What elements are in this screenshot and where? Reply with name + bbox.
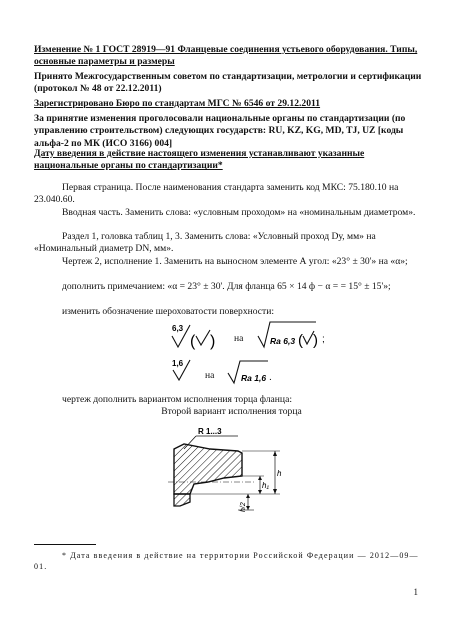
roughness-new-value-2: Ra 1,6 bbox=[241, 373, 267, 383]
effective-date-statement: Дату введения в действие настоящего изменения устанавливают указанные национальные органы по стандартизации* bbox=[34, 148, 365, 172]
page-number: 1 bbox=[413, 587, 418, 597]
adopted-statement: Принято Межгосударственным советом по стандартизации, метрологии и сертификации (протокол № 48 от 22.12.2011) bbox=[34, 71, 422, 95]
svg-text:.: . bbox=[269, 372, 272, 383]
paragraph-drawing-2: Чертеж 2, исполнение 1. Заменить на выносном элементе А угол: «23° ± 30'» на «α»; bbox=[62, 256, 408, 267]
radius-label: R 1...3 bbox=[198, 427, 222, 436]
voting-statement: За принятие изменения проголосовали национальные органы по стандартизации (по управлению строительством) следующих государств: RU, KZ, KG, MD, TJ, UZ [коды альфа-2 по МК (ИСО 3166) 004] bbox=[34, 113, 406, 149]
roughness-old-symbol-2 bbox=[170, 356, 196, 384]
roughness-new-value-1: Ra 6,3 bbox=[270, 336, 296, 346]
roughness-old-symbol-1 bbox=[170, 320, 228, 350]
half-h-dimension-label: h/2 bbox=[240, 502, 247, 512]
na-word-2: на bbox=[205, 370, 215, 381]
svg-text:(: ( bbox=[190, 333, 196, 350]
flange-end-drawing bbox=[150, 424, 300, 516]
footnote-rule bbox=[34, 544, 96, 545]
paragraph-note: дополнить примечанием: «α = 23° ± 30'. Для фланца 65 × 14 ф − α = = 15° ± 15'»; bbox=[62, 281, 391, 292]
paragraph-roughness: изменить обозначение шероховатости поверхности: bbox=[62, 306, 275, 317]
roughness-new-symbol-2 bbox=[226, 359, 274, 387]
paragraph-section-1: Раздел 1, головка таблиц 1, 3. Заменить слова: «Условный проход Dу, мм» на «Номинальный диаметр DN, мм». bbox=[34, 231, 376, 255]
registration-statement: Зарегистрировано Бюро по стандартам МГС № 6546 от 29.12.2011 bbox=[34, 98, 321, 109]
footnote-text: * Дата введения в действие на территории Российской Федерации — 2012—09—01. bbox=[34, 551, 419, 571]
roughness-old-value-1: 6,3 bbox=[172, 324, 184, 333]
paragraph-intro: Вводная часть. Заменить слова: «условным проходом» на «номинальным диаметром». bbox=[62, 207, 416, 218]
h-dimension-label: h bbox=[277, 469, 282, 478]
h1-dimension-label: h₁ bbox=[262, 481, 269, 490]
amendment-title: Изменение № 1 ГОСТ 28919—91 Фланцевые соединения устьевого оборудования. Типы, основные параметры и размеры bbox=[34, 44, 418, 68]
roughness-new-symbol-1 bbox=[256, 320, 328, 350]
svg-text:(: ( bbox=[298, 332, 303, 349]
svg-text:;: ; bbox=[322, 334, 325, 345]
variant-caption: Второй вариант исполнения торца bbox=[161, 406, 302, 417]
paragraph-first-page: Первая страница. После наименования стандарта заменить код МКС: 75.180.10 на 23.040.60. bbox=[34, 182, 399, 206]
paragraph-drawing-addition: чертеж дополнить вариантом исполнения торца фланца: bbox=[62, 394, 292, 405]
na-word-1: на bbox=[234, 333, 244, 344]
svg-text:): ) bbox=[313, 332, 318, 349]
svg-text:): ) bbox=[210, 333, 216, 350]
roughness-old-value-2: 1,6 bbox=[172, 359, 184, 368]
